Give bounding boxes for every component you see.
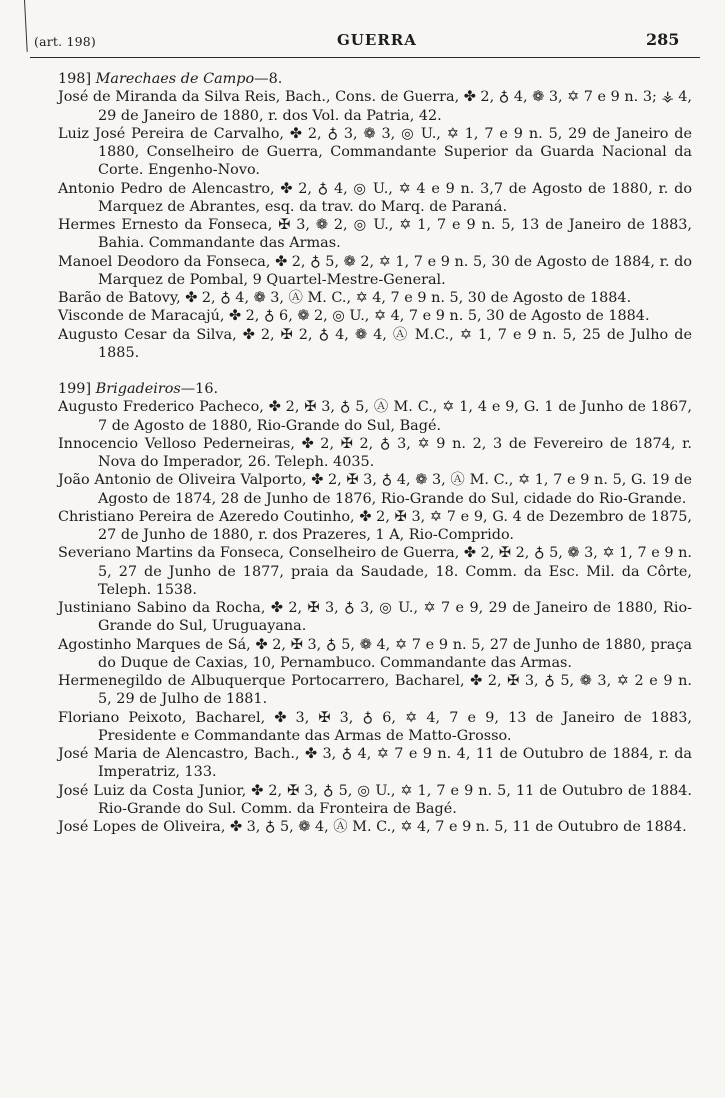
list-item: Justiniano Sabino da Rocha, ✤ 2, ✠ 3, ♁ 3, ◎ U., ✡ 7 e 9, 29 de Janeiro de 1880, Rio-Grande do Sul, Uruguayana. (58, 600, 692, 635)
list-item: Manoel Deodoro da Fonseca, ✤ 2, ♁ 5, ❁ 2, ✡ 1, 7 e 9 n. 5, 30 de Agosto de 1884, r. do Marquez de Pombal, 9 Quartel-Mestre-General. (58, 253, 692, 288)
section-title: Marechaes de Campo— (95, 71, 269, 87)
list-item: Augusto Cesar da Silva, ✤ 2, ✠ 2, ♁ 4, ❁ 4, Ⓐ M.C., ✡ 1, 7 e 9 n. 5, 25 de Julho de 1885. (58, 326, 692, 361)
article-reference: (art. 198) (34, 34, 97, 49)
list-item: Augusto Frederico Pacheco, ✤ 2, ✠ 3, ♁ 5, Ⓐ M. C., ✡ 1, 4 e 9, G. 1 de Junho de 1867, 7 de Agosto de 1880, Rio-Grande do Sul, Bagé. (58, 399, 692, 434)
body-text (58, 70, 692, 836)
list-item: Luiz José Pereira de Carvalho, ✤ 2, ♁ 3, ❁ 3, ◎ U., ✡ 1, 7 e 9 n. 5, 29 de Janeiro de 1880, Conselheiro de Guerra, Commandante Superior da Guarda Nacional da Corte. Engenho-Novo. (58, 125, 692, 179)
section-count: 16. (195, 381, 219, 397)
page-number: 285 (646, 30, 680, 49)
list-item: José Maria de Alencastro, Bach., ✤ 3, ♁ 4, ✡ 7 e 9 n. 4, 11 de Outubro de 1884, r. da Imperatriz, 133. (58, 746, 692, 781)
section-brigadeiros (58, 380, 692, 836)
header-rule (30, 57, 700, 58)
section-number: 199] (58, 381, 92, 397)
list-item: José de Miranda da Silva Reis, Bach., Cons. de Guerra, ✤ 2, ♁ 4, ❁ 3, ✡ 7 e 9 n. 3; ⚶ 4, 29 de Janeiro de 1880, r. dos Vol. da Patria, 42. (58, 89, 692, 124)
section-number: 198] (58, 71, 92, 87)
list-item: Severiano Martins da Fonseca, Conselheiro de Guerra, ✤ 2, ✠ 2, ♁ 5, ❁ 3, ✡ 1, 7 e 9 n. 5, 27 de Junho de 1877, praia da Saudade, 18. Comm. da Esc. Mil. da Côrte, Teleph. 1538. (58, 545, 692, 598)
page-header (0, 0, 725, 60)
list-item: Agostinho Marques de Sá, ✤ 2, ✠ 3, ♁ 5, ❁ 4, ✡ 7 e 9 n. 5, 27 de Junho de 1880, praça do Duque de Caxias, 10, Pernambuco. Commandante das Armas. (58, 636, 692, 671)
list-item: Floriano Peixoto, Bacharel, ✤ 3, ✠ 3, ♁ 6, ✡ 4, 7 e 9, 13 de Janeiro de 1883, Presidente e Commandante das Armas de Matto-Grosso. (58, 709, 692, 744)
list-item: Hermenegildo de Albuquerque Portocarrero, Bacharel, ✤ 2, ✠ 3, ♁ 5, ❁ 3, ✡ 2 e 9 n. 5, 29 de Julho de 1881. (58, 673, 692, 708)
list-item: José Lopes de Oliveira, ✤ 3, ♁ 5, ❁ 4, Ⓐ M. C., ✡ 4, 7 e 9 n. 5, 11 de Outubro de 1884. (58, 819, 687, 835)
list-item: Christiano Pereira de Azeredo Coutinho, ✤ 2, ✠ 3, ✡ 7 e 9, G. 4 de Dezembro de 1875, 27 de Junho de 1880, r. dos Prazeres, 1 A, Rio-Comprido. (58, 508, 692, 543)
list-item: Hermes Ernesto da Fonseca, ✠ 3, ❁ 2, ◎ U., ✡ 1, 7 e 9 n. 5, 13 de Janeiro de 1883, Bahia. Commandante das Armas. (58, 217, 692, 252)
list-item: José Luiz da Costa Junior, ✤ 2, ✠ 3, ♁ 5, ◎ U., ✡ 1, 7 e 9 n. 5, 11 de Outubro de 1884. Rio-Grande do Sul. Comm. da Fronteira de Bagé. (58, 782, 692, 817)
section-marechaes (58, 70, 692, 362)
section-heading (58, 70, 692, 88)
list-item: Antonio Pedro de Alencastro, ✤ 2, ♁ 4, ◎ U., ✡ 4 e 9 n. 3,7 de Agosto de 1880, r. do Marquez de Abrantes, esq. da trav. do Marq. de Paraná. (58, 180, 692, 215)
section-count: 8. (268, 71, 283, 87)
margin-rule (24, 0, 28, 52)
list-item: Visconde de Maracajú, ✤ 2, ♁ 6, ❁ 2, ◎ U., ✡ 4, 7 e 9 n. 5, 30 de Agosto de 1884. (58, 308, 650, 325)
list-item: Barão de Batovy, ✤ 2, ♁ 4, ❁ 3, Ⓐ M. C., ✡ 4, 7 e 9 n. 5, 30 de Agosto de 1884. (58, 290, 632, 306)
list-item: Innocencio Velloso Pederneiras, ✤ 2, ✠ 2, ♁ 3, ✡ 9 n. 2, 3 de Fevereiro de 1874, r. Nova do Imperador, 26. Teleph. 4035. (58, 435, 692, 470)
list-item: João Antonio de Oliveira Valporto, ✤ 2, ✠ 3, ♁ 4, ❁ 3, Ⓐ M. C., ✡ 1, 7 e 9 n. 5, G. 19 de Agosto de 1874, 28 de Junho de 1876, Rio-Grande do Sul, cidade do Rio-Grande. (58, 472, 692, 507)
running-title: GUERRA (337, 31, 417, 49)
section-title: Brigadeiros— (95, 381, 196, 397)
section-heading (58, 380, 692, 398)
